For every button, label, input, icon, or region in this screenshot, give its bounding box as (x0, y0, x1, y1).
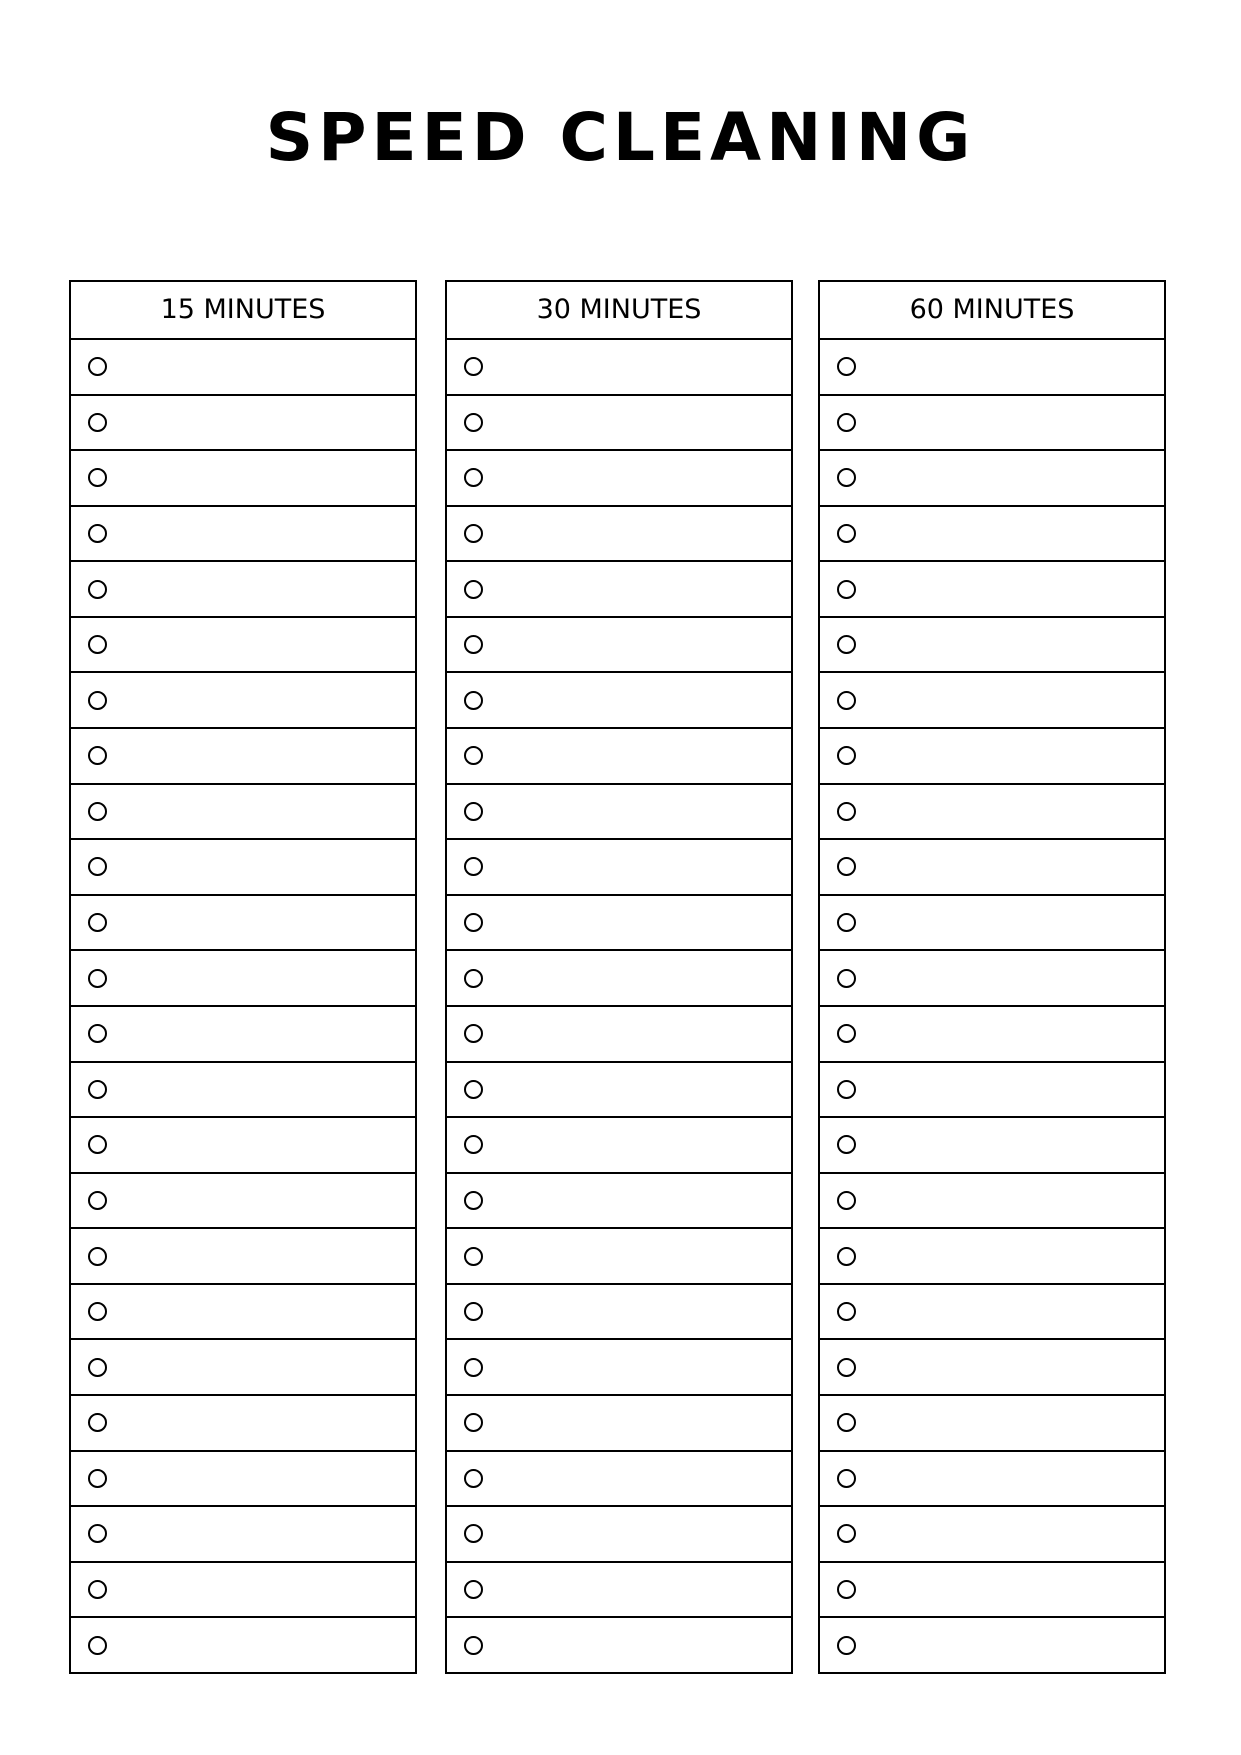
checklist-row[interactable] (820, 618, 1164, 674)
checkbox-circle-icon[interactable] (464, 1413, 483, 1432)
checkbox-circle-icon[interactable] (837, 1524, 856, 1543)
checkbox-circle-icon[interactable] (464, 1524, 483, 1543)
checklist-rows (71, 340, 415, 1672)
checklist-row[interactable] (820, 340, 1164, 396)
checklist-row[interactable] (71, 451, 415, 507)
checklist-row[interactable] (71, 1285, 415, 1341)
checkbox-circle-icon[interactable] (88, 1191, 107, 1210)
checkbox-circle-icon[interactable] (464, 524, 483, 543)
checkbox-circle-icon[interactable] (464, 857, 483, 876)
checklist-row[interactable] (820, 562, 1164, 618)
checklist-row[interactable] (447, 951, 791, 1007)
checkbox-circle-icon[interactable] (837, 802, 856, 821)
checkbox-circle-icon[interactable] (837, 746, 856, 765)
checkbox-circle-icon[interactable] (837, 1135, 856, 1154)
checkbox-circle-icon[interactable] (837, 357, 856, 376)
checkbox-circle-icon[interactable] (464, 1302, 483, 1321)
checkbox-circle-icon[interactable] (88, 580, 107, 599)
checkbox-circle-icon[interactable] (88, 413, 107, 432)
column-header: 30 MINUTES (447, 282, 791, 340)
checklist-row[interactable] (447, 1285, 791, 1341)
checkbox-circle-icon[interactable] (464, 1358, 483, 1377)
checkbox-circle-icon[interactable] (837, 468, 856, 487)
checklist-row[interactable] (71, 1563, 415, 1619)
checkbox-circle-icon[interactable] (464, 413, 483, 432)
page-title: SPEED CLEANING (265, 99, 976, 176)
column-30-minutes (445, 280, 793, 1674)
checklist-row[interactable] (447, 507, 791, 563)
checklist-row[interactable] (820, 1563, 1164, 1619)
checkbox-circle-icon[interactable] (464, 691, 483, 710)
checkbox-circle-icon[interactable] (88, 357, 107, 376)
checklist-row[interactable] (447, 1396, 791, 1452)
checkbox-circle-icon[interactable] (88, 1469, 107, 1488)
checkbox-circle-icon[interactable] (88, 524, 107, 543)
checklist-row[interactable] (447, 673, 791, 729)
checkbox-circle-icon[interactable] (837, 580, 856, 599)
checkbox-circle-icon[interactable] (88, 1524, 107, 1543)
checkbox-circle-icon[interactable] (88, 1636, 107, 1655)
checklist-row[interactable] (820, 1396, 1164, 1452)
checklist-row[interactable] (71, 507, 415, 563)
checklist-row[interactable] (820, 1452, 1164, 1508)
checklist-row[interactable] (820, 1007, 1164, 1063)
checkbox-circle-icon[interactable] (837, 1580, 856, 1599)
checklist-row[interactable] (820, 1618, 1164, 1672)
checkbox-circle-icon[interactable] (837, 691, 856, 710)
checkbox-circle-icon[interactable] (464, 468, 483, 487)
checklist-row[interactable] (71, 896, 415, 952)
checkbox-circle-icon[interactable] (464, 1080, 483, 1099)
checklist-row[interactable] (71, 1452, 415, 1508)
checkbox-circle-icon[interactable] (88, 691, 107, 710)
checkbox-circle-icon[interactable] (88, 1413, 107, 1432)
checkbox-circle-icon[interactable] (837, 1302, 856, 1321)
column-15-minutes (69, 280, 417, 1674)
checkbox-circle-icon[interactable] (464, 1469, 483, 1488)
checklist-row[interactable] (820, 896, 1164, 952)
checklist-row[interactable] (447, 896, 791, 952)
checkbox-circle-icon[interactable] (837, 1413, 856, 1432)
column-60-minutes (818, 280, 1166, 1674)
checkbox-circle-icon[interactable] (837, 1024, 856, 1043)
checkbox-circle-icon[interactable] (88, 635, 107, 654)
checklist-row[interactable] (71, 1396, 415, 1452)
checklist-row[interactable] (447, 562, 791, 618)
checkbox-circle-icon[interactable] (464, 357, 483, 376)
checkbox-circle-icon[interactable] (464, 1247, 483, 1266)
checklist-rows (447, 340, 791, 1672)
checklist-row[interactable] (71, 1007, 415, 1063)
checklist-row[interactable] (820, 507, 1164, 563)
checklist-row[interactable] (71, 673, 415, 729)
checkbox-circle-icon[interactable] (837, 1469, 856, 1488)
checkbox-circle-icon[interactable] (464, 580, 483, 599)
checklist-row[interactable] (447, 1229, 791, 1285)
checklist-row[interactable] (820, 396, 1164, 452)
checklist-row[interactable] (71, 618, 415, 674)
checklist-row[interactable] (71, 1118, 415, 1174)
checklist-row[interactable] (71, 396, 415, 452)
checklist-row[interactable] (820, 1174, 1164, 1230)
checklist-row[interactable] (447, 618, 791, 674)
checkbox-circle-icon[interactable] (88, 1135, 107, 1154)
checkbox-circle-icon[interactable] (464, 1636, 483, 1655)
checklist-row[interactable] (447, 840, 791, 896)
checklist-row[interactable] (71, 1507, 415, 1563)
checkbox-circle-icon[interactable] (837, 1080, 856, 1099)
checklist-row[interactable] (447, 785, 791, 841)
checkbox-circle-icon[interactable] (837, 913, 856, 932)
checkbox-circle-icon[interactable] (837, 1191, 856, 1210)
checkbox-circle-icon[interactable] (88, 857, 107, 876)
checklist-row[interactable] (447, 1118, 791, 1174)
checkbox-circle-icon[interactable] (88, 468, 107, 487)
checklist-row[interactable] (447, 1174, 791, 1230)
checklist-row[interactable] (447, 396, 791, 452)
checkbox-circle-icon[interactable] (464, 1135, 483, 1154)
checklist-row[interactable] (447, 451, 791, 507)
checklist-row[interactable] (71, 562, 415, 618)
checkbox-circle-icon[interactable] (88, 1358, 107, 1377)
checklist-row[interactable] (820, 673, 1164, 729)
checklist-row[interactable] (447, 1063, 791, 1119)
checklist-row[interactable] (71, 1063, 415, 1119)
checklist-row[interactable] (71, 340, 415, 396)
checklist-row[interactable] (71, 951, 415, 1007)
checkbox-circle-icon[interactable] (464, 913, 483, 932)
checkbox-circle-icon[interactable] (464, 1580, 483, 1599)
checkbox-circle-icon[interactable] (464, 969, 483, 988)
checkbox-circle-icon[interactable] (88, 802, 107, 821)
checklist-row[interactable] (71, 729, 415, 785)
checkbox-circle-icon[interactable] (837, 1358, 856, 1377)
checklist-row[interactable] (447, 340, 791, 396)
checkbox-circle-icon[interactable] (837, 635, 856, 654)
checkbox-circle-icon[interactable] (837, 1636, 856, 1655)
checklist-row[interactable] (820, 1063, 1164, 1119)
checklist-row[interactable] (447, 1618, 791, 1672)
checkbox-circle-icon[interactable] (88, 1580, 107, 1599)
checklist-row[interactable] (447, 1563, 791, 1619)
checkbox-circle-icon[interactable] (88, 1302, 107, 1321)
checkbox-circle-icon[interactable] (464, 1024, 483, 1043)
checklist-row[interactable] (820, 1229, 1164, 1285)
checkbox-circle-icon[interactable] (88, 1247, 107, 1266)
checkbox-circle-icon[interactable] (464, 746, 483, 765)
checkbox-circle-icon[interactable] (88, 969, 107, 988)
checkbox-circle-icon[interactable] (464, 635, 483, 654)
checklist-row[interactable] (447, 1340, 791, 1396)
column-header: 15 MINUTES (71, 282, 415, 340)
checkbox-circle-icon[interactable] (88, 1080, 107, 1099)
checkbox-circle-icon[interactable] (837, 857, 856, 876)
checkbox-circle-icon[interactable] (837, 413, 856, 432)
checkbox-circle-icon[interactable] (837, 969, 856, 988)
checklist-row[interactable] (447, 1007, 791, 1063)
column-header: 60 MINUTES (820, 282, 1164, 340)
checklist-rows (820, 340, 1164, 1672)
checklist-row[interactable] (71, 785, 415, 841)
checklist-row[interactable] (820, 1285, 1164, 1341)
checklist-row[interactable] (71, 1618, 415, 1672)
checklist-row[interactable] (71, 840, 415, 896)
checkbox-circle-icon[interactable] (88, 1024, 107, 1043)
checklist-row[interactable] (820, 729, 1164, 785)
checklist-row[interactable] (820, 1507, 1164, 1563)
checkbox-circle-icon[interactable] (837, 1247, 856, 1266)
checklist-row[interactable] (820, 840, 1164, 896)
checklist-row[interactable] (820, 951, 1164, 1007)
checklist-row[interactable] (71, 1340, 415, 1396)
checklist-row[interactable] (447, 1452, 791, 1508)
checklist-row[interactable] (820, 1118, 1164, 1174)
checklist-row[interactable] (71, 1229, 415, 1285)
checkbox-circle-icon[interactable] (837, 524, 856, 543)
checklist-row[interactable] (820, 451, 1164, 507)
checkbox-circle-icon[interactable] (464, 802, 483, 821)
checklist-row[interactable] (447, 729, 791, 785)
checkbox-circle-icon[interactable] (464, 1191, 483, 1210)
checkbox-circle-icon[interactable] (88, 913, 107, 932)
checklist-row[interactable] (447, 1507, 791, 1563)
checkbox-circle-icon[interactable] (88, 746, 107, 765)
checklist-row[interactable] (71, 1174, 415, 1230)
checklist-row[interactable] (820, 785, 1164, 841)
checklist-row[interactable] (820, 1340, 1164, 1396)
